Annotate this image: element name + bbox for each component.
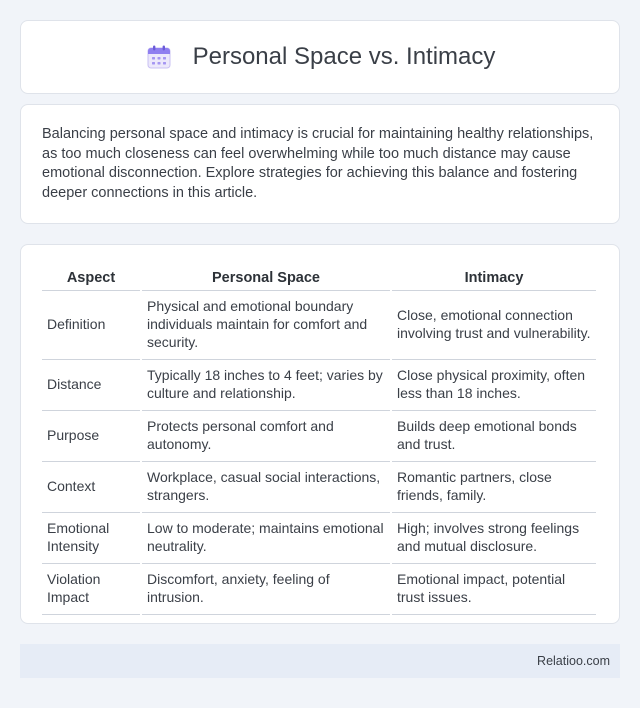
calendar-icon bbox=[145, 43, 173, 71]
title-card bbox=[20, 20, 620, 94]
intimacy-cell: Close, emotional connection involving trust and vulnerability. bbox=[392, 291, 596, 360]
comparison-table bbox=[40, 265, 598, 615]
comparison-table-card bbox=[20, 244, 620, 624]
personal-space-cell: Workplace, casual social interactions, strangers. bbox=[142, 462, 390, 513]
column-header-aspect: Aspect bbox=[42, 265, 140, 291]
intimacy-cell: High; involves strong feelings and mutual disclosure. bbox=[392, 513, 596, 564]
table-header-row bbox=[42, 265, 596, 291]
intro-card bbox=[20, 104, 620, 224]
table-row bbox=[42, 462, 596, 513]
footer bbox=[20, 644, 620, 678]
personal-space-cell: Low to moderate; maintains emotional neutrality. bbox=[142, 513, 390, 564]
aspect-cell: Violation Impact bbox=[42, 564, 140, 615]
aspect-cell: Context bbox=[42, 462, 140, 513]
column-header-intimacy: Intimacy bbox=[392, 265, 596, 291]
intimacy-cell: Emotional impact, potential trust issues. bbox=[392, 564, 596, 615]
footer-site-name: Relatioo.com bbox=[537, 654, 610, 668]
table-row bbox=[42, 291, 596, 360]
aspect-cell: Distance bbox=[42, 360, 140, 411]
personal-space-cell: Discomfort, anxiety, feeling of intrusion. bbox=[142, 564, 390, 615]
aspect-cell: Purpose bbox=[42, 411, 140, 462]
table-row bbox=[42, 360, 596, 411]
intimacy-cell: Close physical proximity, often less than 18 inches. bbox=[392, 360, 596, 411]
intimacy-cell: Builds deep emotional bonds and trust. bbox=[392, 411, 596, 462]
intimacy-cell: Romantic partners, close friends, family. bbox=[392, 462, 596, 513]
column-header-personal-space: Personal Space bbox=[142, 265, 390, 291]
personal-space-cell: Protects personal comfort and autonomy. bbox=[142, 411, 390, 462]
intro-paragraph: Balancing personal space and intimacy is crucial for maintaining healthy relationships, as too much closeness can feel overwhelming while too much distance may cause emotional disconnection. Explore strategies for achieving this balance and fostering deeper connections in this article. bbox=[42, 126, 594, 201]
table-row bbox=[42, 513, 596, 564]
table-row bbox=[42, 411, 596, 462]
personal-space-cell: Physical and emotional boundary individuals maintain for comfort and security. bbox=[142, 291, 390, 360]
page-title: Personal Space vs. Intimacy bbox=[192, 43, 496, 70]
personal-space-cell: Typically 18 inches to 4 feet; varies by culture and relationship. bbox=[142, 360, 390, 411]
aspect-cell: Definition bbox=[42, 291, 140, 360]
aspect-cell: Emotional Intensity bbox=[42, 513, 140, 564]
table-row bbox=[42, 564, 596, 615]
